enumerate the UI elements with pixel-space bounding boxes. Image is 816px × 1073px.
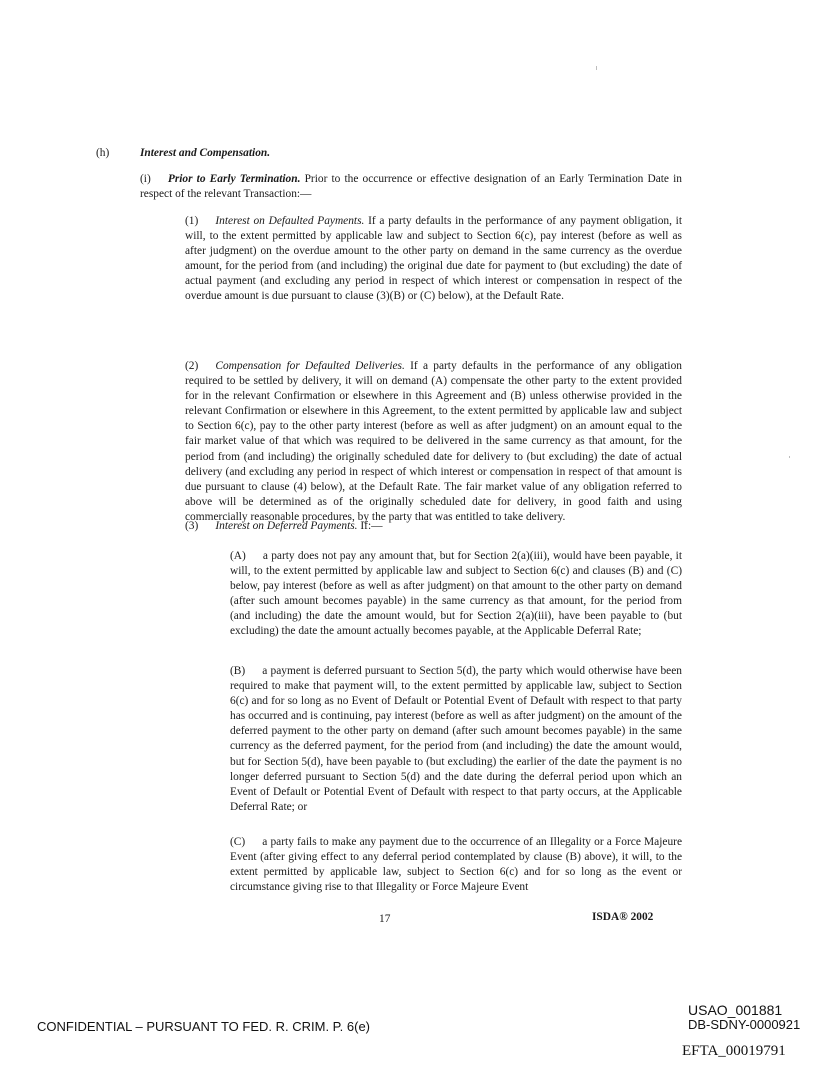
paragraph-3-text: If:— [360,520,383,532]
paragraph-3-heading: Interest on Deferred Payments. [215,520,358,532]
bates-db-sdny: DB-SDNY-0000921 [688,1017,801,1032]
clause-a-text: a party does not pay any amount that, but for Section 2(a)(iii), would have been payable, it will, to the extent permitted by applicable law and subject to Section 6(c) and clauses (B) and (C) below, pay interest (before as well as after judgment) on that amount to the other party on demand (after such amount becomes payable) in the same currency as that amount, for the period from (and including) the date the amount would, but for Section 2(a)(iii), have been payable to (but excluding) the date the amount actually becomes payable, at the Applicable Deferral Rate; [230,550,682,638]
clause-b-number: (B) [230,665,246,677]
clause-c-text: a party fails to make any payment due to the occurrence of an Illegality or a Force Majeure Event (after giving effect to any deferral period contemplated by clause (B) above), it will, to the extent permitted by applicable law, subject to Section 6(c) and for so long as the event or circumstance giving rise to that Illegality or Force Majeure Event [230,836,682,894]
clause-a-number: (A) [230,550,246,562]
clause-c-number: (C) [230,836,246,848]
section-h-number: (h) [96,147,110,159]
subsection-i-heading: Prior to Early Termination. [167,173,301,185]
paragraph-2-heading: Compensation for Defaulted Deliveries. [215,360,405,372]
paragraph-3 [185,519,682,534]
paragraph-1 [185,214,682,305]
paragraph-1-number: (1) [185,215,199,227]
clause-a [230,549,682,640]
section-h-title: Interest and Compensation. [140,147,271,159]
paragraph-1-heading: Interest on Defaulted Payments. [215,215,365,227]
scan-speck [789,456,790,458]
paragraph-2-number: (2) [185,360,199,372]
paragraph-2-text: If a party defaults in the performance of any obligation required to be settled by delivery, it will on demand (A) compensate the other party to the extent provided for in the relevant Confirmation or elsewhere in this Agreement and (B) unless otherwise provided in the relevant Confirmation or elsewhere in this Agreement, to the extent permitted by applicable law and subject to Section 6(c), pay to the other party interest (before as well as after judgment) on an amount equal to the fair market value of that which was required to be delivered in the same currency as that amount, for the period from (and including) the originally scheduled date for delivery to (but excluding) the date of actual delivery (and excluding any period in respect of which interest or compensation in respect of that amount is due pursuant to clause (4) below), at the Default Rate. The fair market value of any obligation referred to above will be determined as of the originally scheduled date for delivery, in good faith and using commercially reasonable procedures, by the party that was entitled to take delivery. [185,360,682,523]
bates-efta: EFTA_00019791 [682,1043,786,1059]
isda-footer-label: ISDA® 2002 [592,911,654,923]
subsection-i-number: (i) [140,173,151,185]
confidential-notice: CONFIDENTIAL – PURSUANT TO FED. R. CRIM. P. 6(e) [37,1019,371,1034]
subsection-i-text: Prior to the occurrence or effective designation of an Early Termination Date in respect of the relevant Transaction:— [140,173,682,201]
paragraph-1-text: If a party defaults in the performance of any payment obligation, it will, to the extent permitted by applicable law and subject to Section 6(c), pay interest (before as well as after judgment) on the overdue amount to the other party on demand in the same currency as the overdue amount, for the period from (and including) the original due date for payment to (but excluding) the date of actual payment (and excluding any period in respect of which interest or compensation in respect of the overdue amount is due pursuant to clause (3)(B) or (C) below), at the Default Rate. [185,215,682,303]
page-number: 17 [379,913,391,925]
clause-b [230,664,682,815]
clause-b-text: a payment is deferred pursuant to Section 5(d), the party which would otherwise have been required to make that payment will, to the extent permitted by applicable law, subject to Section 6(c) and for so long as no Event of Default or Potential Event of Default with respect to that party has occurred and is continuing, pay interest (before as well as after judgment) on the amount of the deferred payment to the other party on demand (after such amount becomes payable) in the same currency as the deferred payment, for the period from (and including) the date the amount would, but for Section 5(d), have been payable to (but excluding) the earlier of the date the payment is no longer deferred pursuant to Section 5(d) and the date during the deferral period upon which an Event of Default or Potential Event of Default with respect to that party occurs, at the Applicable Deferral Rate; or [230,665,682,813]
scan-speck [596,66,597,70]
clause-c [230,835,682,895]
bates-usao: USAO_001881 [688,1002,783,1018]
paragraph-3-number: (3) [185,520,199,532]
subsection-i [140,172,682,202]
paragraph-2 [185,359,682,525]
